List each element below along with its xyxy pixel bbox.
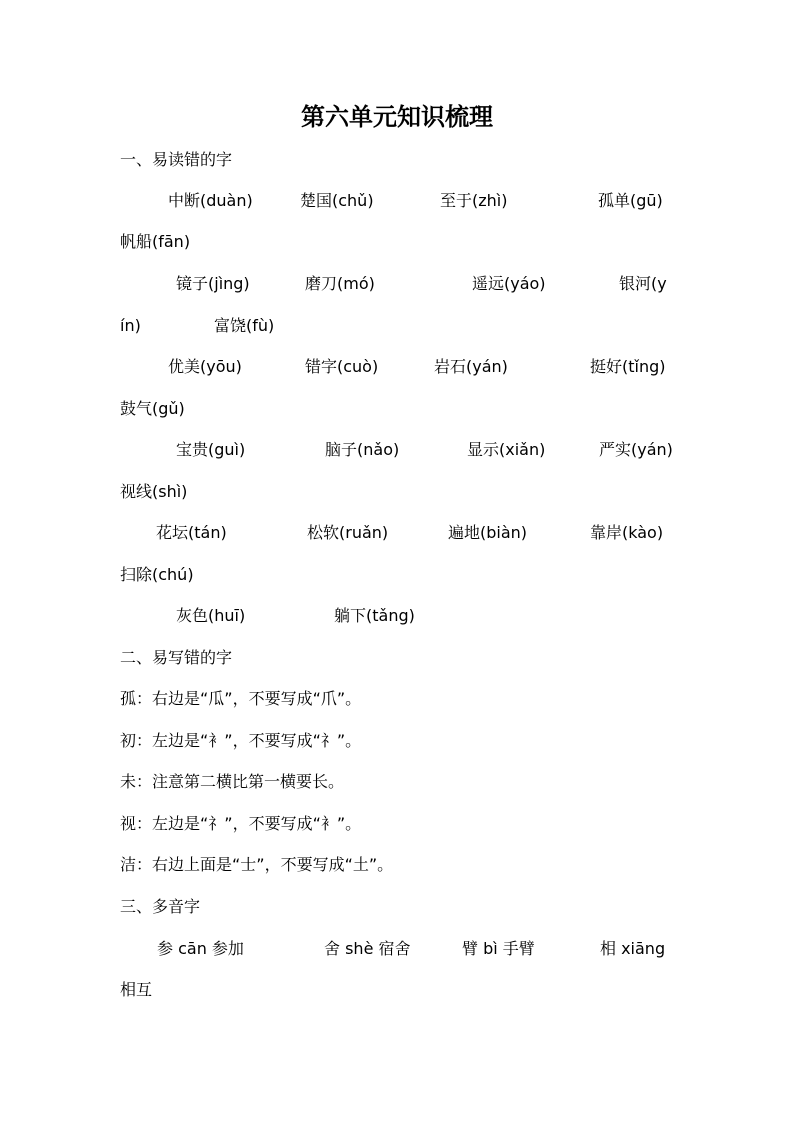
word-item: 优美(yōu) — [168, 357, 242, 376]
section-heading: 一、易读错的字 — [120, 150, 233, 169]
word-item: 扫除(chú) — [120, 565, 194, 584]
word-item: ín) — [120, 316, 141, 335]
word-item: 花坛(tán) — [156, 523, 227, 542]
word-item: 镜子(jìng) — [176, 274, 250, 293]
word-item: 灰色(huī) — [176, 606, 246, 625]
note-line: 孤：右边是“瓜”，不要写成“爪”。 — [120, 689, 362, 708]
word-item: 参 cān 参加 — [157, 939, 244, 958]
word-item: 躺下(tǎng) — [334, 606, 415, 625]
word-item: 严实(yán) — [599, 440, 673, 459]
section-heading: 三、多音字 — [120, 897, 201, 916]
note-line: 视：左边是“礻”，不要写成“衤”。 — [120, 814, 362, 833]
word-item: 脑子(nǎo) — [325, 440, 400, 459]
word-item: 孤单(gū) — [598, 191, 663, 210]
page-title: 第六单元知识梳理 — [301, 102, 493, 131]
note-line: 未：注意第二横比第一横要长。 — [120, 772, 345, 791]
word-item: 中断(duàn) — [168, 191, 253, 210]
word-item: 磨刀(mó) — [305, 274, 375, 293]
note-line: 洁：右边上面是“士”，不要写成“土”。 — [120, 855, 394, 874]
word-item: 松软(ruǎn) — [307, 523, 389, 542]
word-item: 楚国(chǔ) — [300, 191, 374, 210]
word-item: 视线(shì) — [120, 482, 188, 501]
section-heading: 二、易写错的字 — [120, 648, 233, 667]
word-item: 臂 bì 手臂 — [462, 939, 535, 958]
word-item: 显示(xiǎn) — [467, 440, 546, 459]
word-item: 相互 — [120, 980, 153, 999]
word-item: 靠岸(kào) — [590, 523, 664, 542]
word-item: 错字(cuò) — [305, 357, 379, 376]
note-line: 初：左边是“衤”，不要写成“礻”。 — [120, 731, 362, 750]
word-item: 挺好(tǐng) — [590, 357, 666, 376]
word-item: 帆船(fān) — [120, 232, 191, 251]
word-item: 相 xiāng — [600, 939, 666, 958]
word-item: 遥远(yáo) — [472, 274, 546, 293]
word-item: 岩石(yán) — [434, 357, 508, 376]
word-item: 鼓气(gǔ) — [120, 399, 185, 418]
word-item: 舍 shè 宿舍 — [324, 939, 411, 958]
word-item: 宝贵(guì) — [176, 440, 246, 459]
word-item: 富饶(fù) — [214, 316, 275, 335]
word-item: 遍地(biàn) — [448, 523, 528, 542]
word-item: 至于(zhì) — [440, 191, 508, 210]
word-item: 银河(y — [619, 274, 667, 293]
